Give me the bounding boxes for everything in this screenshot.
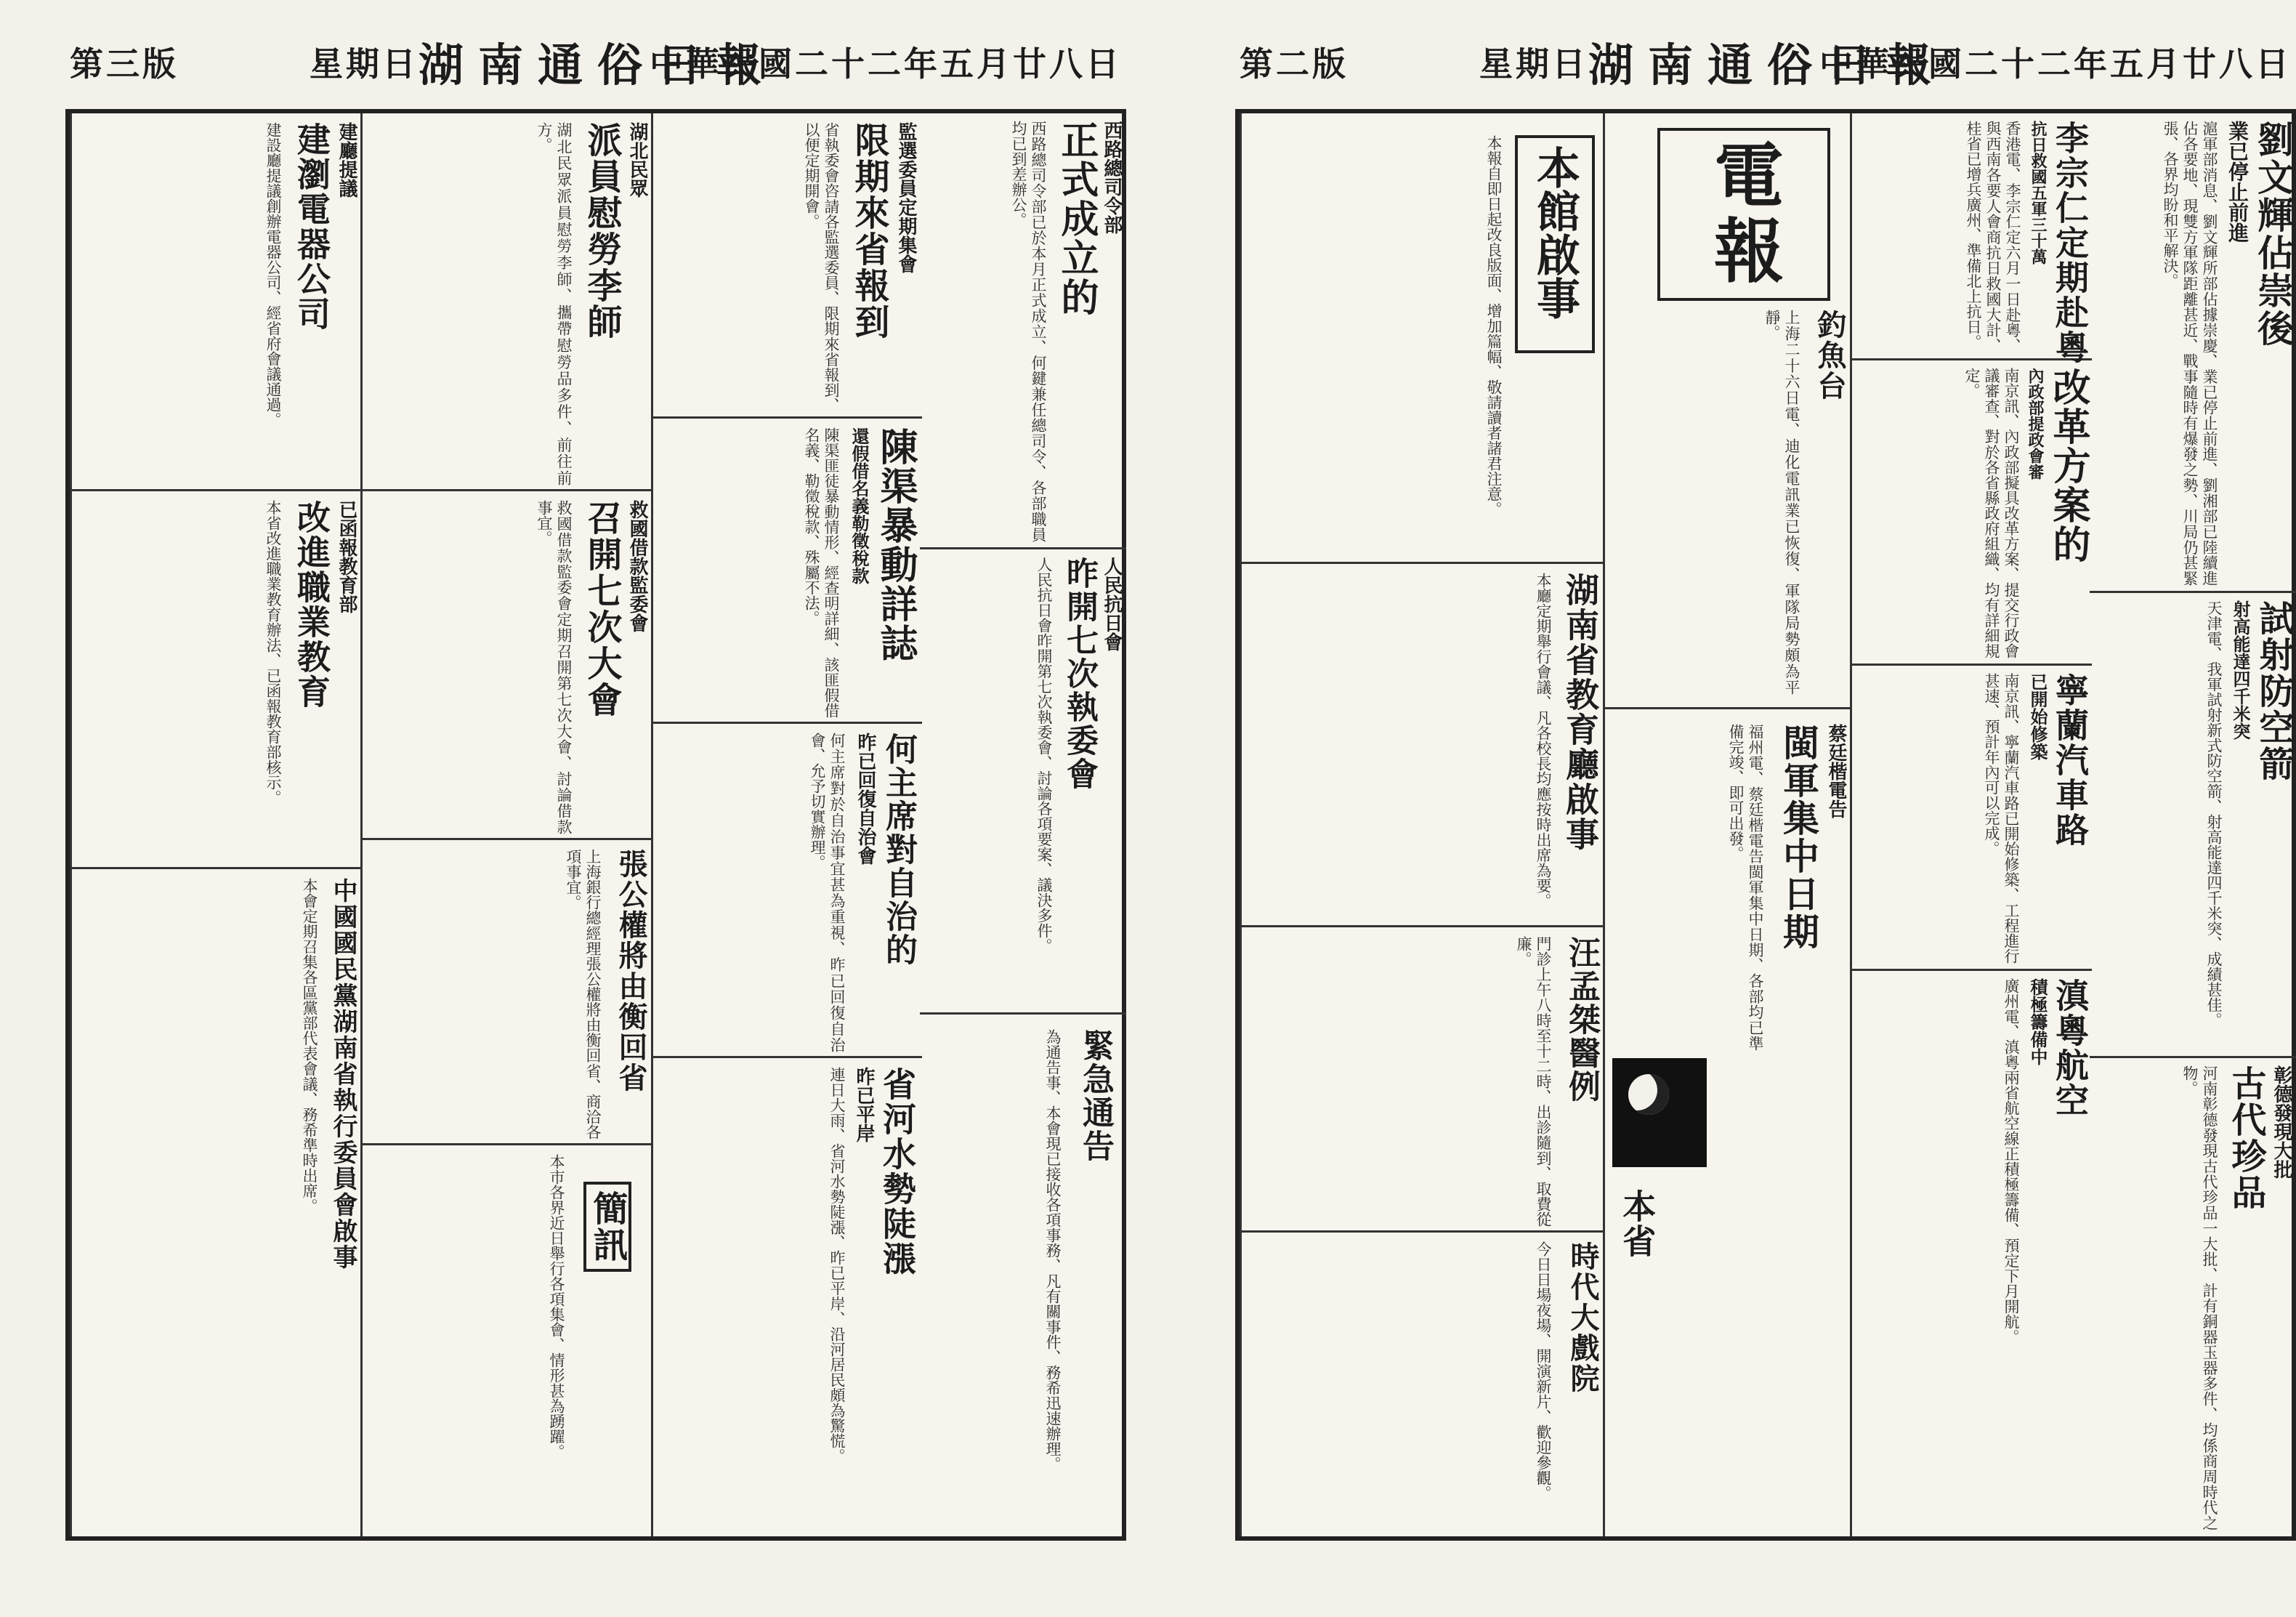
issue-date: 中華民國二十二年五月廿八日 bbox=[650, 44, 1122, 84]
article-headline: 緊急通告 bbox=[1077, 1029, 1114, 1163]
article-zhongguo[interactable] bbox=[72, 869, 363, 1541]
bensheng-badge bbox=[1612, 1058, 1707, 1167]
article-ning[interactable] bbox=[1852, 666, 2092, 971]
masthead-right bbox=[1240, 28, 2292, 93]
article-subhead: 射高能達四千米突 bbox=[2230, 600, 2251, 740]
article-pai[interactable] bbox=[363, 113, 653, 491]
article-notice[interactable] bbox=[1242, 113, 1605, 564]
article-headline: 建瀏電器公司 bbox=[292, 122, 331, 331]
article-shishe[interactable] bbox=[2090, 593, 2296, 1058]
column-right-2 bbox=[1850, 113, 2090, 1536]
telegraph-banner-text: 電報 bbox=[1702, 139, 1785, 290]
article-headline: 閩軍集中日期 bbox=[1777, 724, 1820, 951]
column-right-3 bbox=[1603, 113, 1850, 1536]
article-li[interactable] bbox=[1852, 113, 2092, 365]
article-body: 上海銀行總經理張公權將由衡回省、商洽各項事宜。 bbox=[565, 849, 602, 1140]
article-headline: 省河水勢陡漲 bbox=[878, 1067, 917, 1276]
article-subhead: 蔡廷楷電告 bbox=[1825, 724, 1847, 818]
newspaper-page-right bbox=[1235, 39, 2296, 1541]
column-left-3 bbox=[360, 113, 651, 1536]
article-headline: 簡訊 bbox=[583, 1182, 631, 1272]
article-headline: 釣魚台 bbox=[1813, 310, 1847, 401]
article-minjun[interactable] bbox=[1605, 709, 1852, 1541]
article-body: 西路總司令部已於本月正式成立、何鍵兼任總司令、各部職員均已到差辦公。 bbox=[1010, 121, 1047, 542]
article-hezhuxi[interactable] bbox=[653, 724, 922, 1058]
article-body: 今日日場夜場、開演新片、歡迎參觀。 bbox=[1535, 1241, 1552, 1501]
article-xianqi[interactable] bbox=[653, 113, 922, 419]
article-subhead: 抗日救國五軍三十萬 bbox=[2029, 121, 2048, 265]
article-subhead: 已函報教育部 bbox=[336, 500, 357, 613]
article-headline: 中國國民黨湖南省執行委員會啟事 bbox=[328, 878, 357, 1270]
article-body: 省執委會咨請各監選委員、限期來省報到、以便定期開會。 bbox=[803, 122, 840, 413]
article-body: 廣州電、滇粵兩省航空線正積極籌備、預定下月開航。 bbox=[2002, 978, 2020, 1344]
masthead-left bbox=[70, 28, 1122, 93]
column-left-1 bbox=[920, 113, 1126, 1536]
article-shanghai[interactable] bbox=[363, 840, 653, 1145]
article-jinji[interactable] bbox=[920, 1015, 1126, 1541]
article-subhead: 湖北民眾 bbox=[626, 122, 648, 198]
article-body: 人民抗日會昨開第七次執委會、討論各項要案、議決多件。 bbox=[1035, 557, 1053, 953]
article-headline: 李宗仁定期赴粵 bbox=[2050, 121, 2090, 365]
article-body: 建設廳提議創辦電器公司、經省府會議通過。 bbox=[264, 122, 282, 427]
article-body: 何主席對於自治事宜甚為重視、昨已回復自治會、允予切實辦理。 bbox=[809, 733, 846, 1052]
notice-box bbox=[1515, 135, 1595, 353]
article-headline: 改革方案的 bbox=[2046, 368, 2090, 564]
article-dian[interactable] bbox=[1852, 971, 2092, 1541]
telegraph-banner bbox=[1657, 128, 1830, 301]
article-headline: 時代大戲院 bbox=[1566, 1241, 1600, 1394]
page-number: 第二版 bbox=[1240, 44, 1349, 84]
article-headline: 汪孟桀醫例 bbox=[1563, 936, 1600, 1103]
article-renmin[interactable] bbox=[920, 549, 1126, 1015]
article-body: 本報自即日起改良版面、增加篇幅、敬請讀者諸君注意。 bbox=[1485, 135, 1503, 517]
article-subhead: 積極籌備中 bbox=[2027, 978, 2048, 1065]
article-subhead: 西路總司令部 bbox=[1101, 121, 1123, 234]
article-dianqi[interactable] bbox=[72, 113, 363, 491]
article-gaijin[interactable] bbox=[72, 491, 363, 869]
column-right-4 bbox=[1240, 113, 1603, 1536]
article-headline: 改進職業教育 bbox=[292, 500, 331, 709]
article-body: 門診上午八時至十二時、出診隨到、取費從廉。 bbox=[1515, 936, 1552, 1227]
article-body: 救國借款監委會定期召開第七次大會、討論借款事宜。 bbox=[535, 500, 573, 834]
article-headline: 限期來省報到 bbox=[849, 122, 889, 340]
article-subhead: 人民抗日會 bbox=[1101, 557, 1123, 651]
article-subhead: 還假借名義勒徵稅款 bbox=[849, 427, 870, 584]
article-headline: 陳渠暴動詳誌 bbox=[873, 427, 918, 663]
article-xilu[interactable] bbox=[920, 113, 1126, 549]
article-liu[interactable] bbox=[2090, 113, 2296, 593]
article-shengshui[interactable] bbox=[653, 1058, 922, 1541]
article-headline: 滇粵航空 bbox=[2050, 978, 2090, 1118]
article-headline: 張公權將由衡回省 bbox=[614, 849, 648, 1093]
article-headline: 何主席對自治的 bbox=[880, 733, 917, 967]
article-subhead: 彰德發現大批 bbox=[2271, 1065, 2292, 1179]
article-body: 本市各界近日舉行各項集會、情形甚為踴躍。 bbox=[548, 1154, 565, 1459]
article-body: 南京訊、寧蘭汽車路已開始修築、工程進行甚速、預計年內可以完成。 bbox=[1983, 673, 2020, 964]
article-headline: 派員慰勞李師 bbox=[581, 122, 622, 340]
weekday: 星期日 bbox=[310, 44, 419, 84]
article-edu[interactable] bbox=[1242, 564, 1605, 927]
article-gaige[interactable] bbox=[1852, 360, 2092, 666]
article-headline: 湖南省教育廳啟事 bbox=[1561, 573, 1600, 852]
article-body: 滬軍部消息、劉文輝所部佔據崇慶、業已停止前進、劉湘部已陸續進佔各要地、現雙方軍隊距離甚近、戰事隨時有爆發之勢、川局仍甚緊張、各界均盼和平解決。 bbox=[2162, 121, 2218, 586]
article-body: 本廳定期舉行會議、凡各校長均應按時出席為要。 bbox=[1535, 573, 1552, 908]
article-gudai[interactable] bbox=[2090, 1058, 2296, 1541]
article-body: 本省改進職業教育辦法、已函報教育部核示。 bbox=[264, 500, 282, 805]
column-left-4 bbox=[70, 113, 360, 1536]
article-wang[interactable] bbox=[1242, 927, 1605, 1233]
article-theatre[interactable] bbox=[1242, 1233, 1605, 1541]
article-zhaokai[interactable] bbox=[363, 491, 653, 840]
page-number: 第三版 bbox=[70, 44, 179, 84]
article-headline: 古代珍品 bbox=[2226, 1065, 2266, 1211]
article-headline: 寧蘭汽車路 bbox=[2050, 673, 2090, 847]
article-headline: 本館啟事 bbox=[1529, 145, 1580, 320]
article-subhead: 內政部提政會審 bbox=[2026, 368, 2045, 480]
moon-icon bbox=[1628, 1074, 1669, 1115]
article-body: 陳渠匪徒暴動情形、經查明詳細、該匪假借名義、勒徵稅款、殊屬不法。 bbox=[803, 427, 840, 718]
article-body: 南京訊、內政部擬具改革方案、提交行政會議審查、對於各省縣政府組織、均有詳細規定。 bbox=[1963, 368, 2020, 658]
article-headline: 試射防空箭 bbox=[2253, 600, 2294, 782]
article-headline: 劉文輝佔崇後 bbox=[2252, 121, 2295, 347]
article-body: 連日大雨、省河水勢陡漲、昨已平岸、沿河居民頗為驚慌。 bbox=[828, 1067, 846, 1464]
article-body: 天津電、我軍試射新式防空箭、射高能達四千米突、成績甚佳。 bbox=[2205, 600, 2223, 1028]
article-headline: 昨開七次執委會 bbox=[1061, 557, 1098, 791]
bensheng-label: 本省 bbox=[1617, 1189, 1657, 1259]
article-body: 河南彰德發現古代珍品一大批、計有銅器玉器多件、均係商周時代之物。 bbox=[2181, 1065, 2218, 1531]
article-telegraph[interactable] bbox=[1605, 113, 1852, 709]
article-subhead: 昨已回復自治會 bbox=[854, 733, 876, 865]
paper-name: 湖南通俗日報 bbox=[1588, 39, 1947, 92]
issue-date: 中華民國二十二年五月廿八日 bbox=[1819, 44, 2292, 84]
article-body: 福州電、蔡廷楷電告閩軍集中日期、各部均已準備完竣、即可出發。 bbox=[1727, 724, 1764, 1051]
article-jianxun[interactable] bbox=[363, 1145, 653, 1541]
column-left-2 bbox=[651, 113, 920, 1536]
paper-name: 湖南通俗日報 bbox=[419, 39, 777, 92]
article-body: 香港電、李宗仁定六月一日赴粵、與西南各要人會商抗日救國大計、桂省已增兵廣州、準備北上抗日。 bbox=[1965, 121, 2021, 353]
article-subhead: 業已停止前進 bbox=[2226, 121, 2249, 243]
article-body: 為通告事、本會現已接收各項事務、凡有關事件、務希迅速辦理。 bbox=[1044, 1029, 1062, 1472]
weekday: 星期日 bbox=[1479, 44, 1588, 84]
article-chenqu[interactable] bbox=[653, 419, 922, 724]
column-right-1 bbox=[2090, 113, 2296, 1536]
article-body: 本會定期召集各區黨部代表會議、務希準時出席。 bbox=[301, 878, 318, 1214]
article-subhead: 監選委員定期集會 bbox=[895, 122, 917, 273]
article-subhead: 救國借款監委會 bbox=[626, 500, 648, 632]
article-body: 湖北民眾派員慰勞李師、攜帶慰勞品多件、前往前方。 bbox=[535, 122, 573, 485]
article-subhead: 昨已平岸 bbox=[853, 1067, 875, 1142]
newspaper-page-left bbox=[65, 39, 1126, 1541]
article-body: 上海二十六日電、迪化電訊業已恢復、軍隊局勢頗為平靜。 bbox=[1763, 310, 1800, 695]
article-subhead: 已開始修築 bbox=[2027, 673, 2048, 760]
article-headline: 正式成立的 bbox=[1054, 121, 1099, 317]
article-subhead: 建廳提議 bbox=[336, 122, 357, 198]
article-headline: 召開七次大會 bbox=[581, 500, 622, 718]
